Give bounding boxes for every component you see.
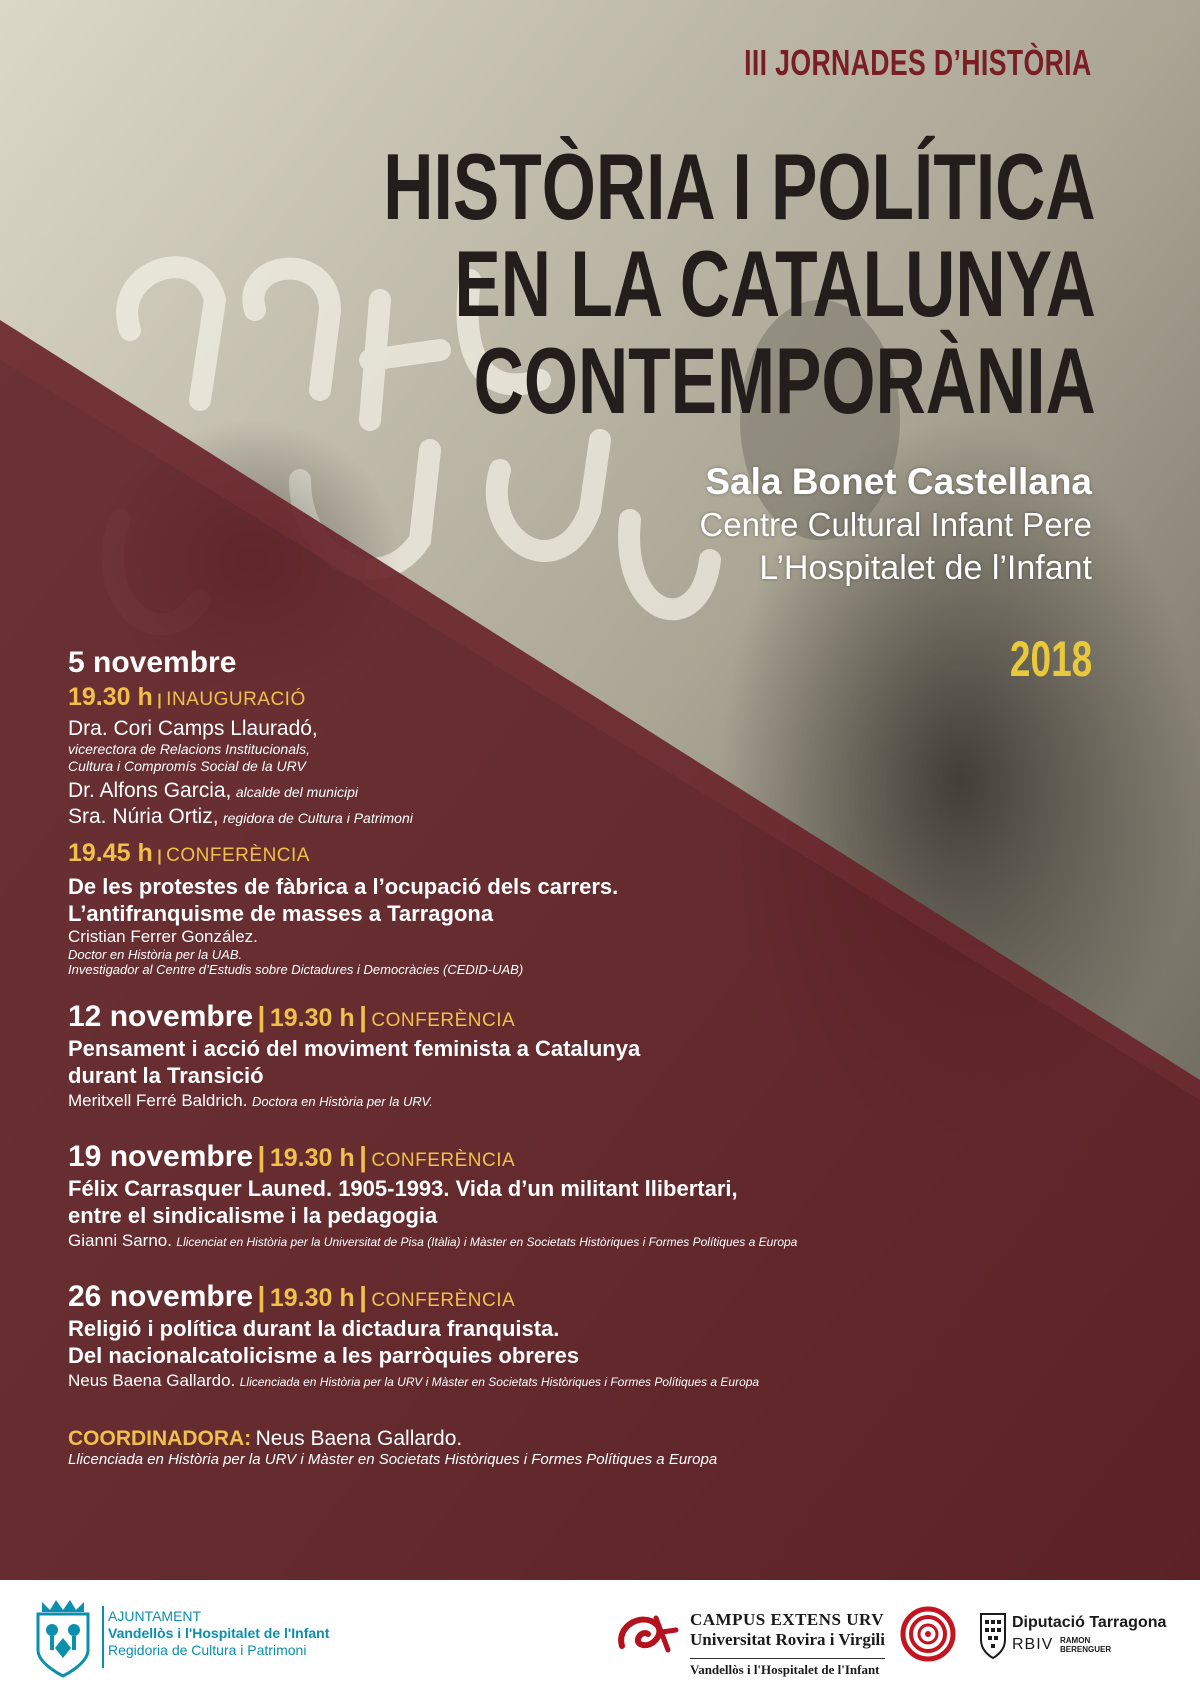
speaker-1-role-b: Cultura i Compromís Social de la URV <box>68 758 306 774</box>
day-4-speaker: Neus Baena Gallardo. <box>68 1371 236 1390</box>
coordinator-label: COORDINADORA: <box>68 1427 252 1450</box>
day-4-title-a: Religió i política durant la dictadura franquista. <box>68 1316 560 1341</box>
coordinator-name: Neus Baena Gallardo. <box>255 1427 463 1450</box>
day-4 <box>68 1279 1108 1393</box>
day-3-speaker-line <box>68 1229 1108 1253</box>
session-1-time: 19.30 h <box>68 683 153 711</box>
day-3-date: 19 novembre <box>68 1140 254 1173</box>
ajuntament-line-1: AJUNTAMENT <box>108 1608 202 1624</box>
day-3 <box>68 1139 1108 1253</box>
day-3-title-a: Félix Carrasquer Launed. 1905-1993. Vida d’un militant llibertari, <box>68 1176 738 1201</box>
day-4-date: 26 novembre <box>68 1280 254 1313</box>
program <box>68 645 1108 1468</box>
session-2-speaker: Cristian Ferrer González. <box>68 927 258 946</box>
main-title <box>133 134 1096 433</box>
ajuntament-line-2: Vandellòs i l'Hospitalet de l'Infant <box>108 1625 330 1641</box>
year: 2018 <box>1009 631 1092 687</box>
speaker-1-name: Dra. Cori Camps Llauradó, <box>68 717 318 740</box>
day-2-title-b: durant la Transició <box>68 1063 264 1088</box>
ajuntament-divider <box>102 1606 104 1668</box>
day-2-speaker-line <box>68 1089 1108 1113</box>
day-3-speaker: Gianni Sarno. <box>68 1231 172 1250</box>
session-2-note-b: Investigador al Centre d’Estudis sobre Dictadures i Democràcies (CEDID-UAB) <box>68 962 524 977</box>
session-2-type: CONFERÈNCIA <box>166 845 310 866</box>
diputacio-sub-small <box>1060 1636 1111 1654</box>
venue-block <box>699 460 1092 590</box>
speaker-2-name: Dr. Alfons Garcia, <box>68 779 232 802</box>
day-3-speaker-note: Llicenciat en Història per la Universitat de Pisa (Itàlia) i Màster en Societats Històriques i Formes Polítiques a Europa <box>176 1235 798 1249</box>
venue-hall: Sala Bonet Castellana <box>705 461 1092 502</box>
diputacio-sub-small-a: RAMON <box>1060 1636 1091 1645</box>
day-4-time: 19.30 h <box>269 1284 355 1312</box>
day-3-header: 19 novembre | 19.30 h | CONFERÈNCIA <box>68 1140 516 1173</box>
day-4-speaker-line <box>68 1369 1108 1393</box>
day-3-title-b: entre el sindicalisme i la pedagogia <box>68 1203 438 1228</box>
session-1-type: INAUGURACIÓ <box>166 689 306 710</box>
day-2-speaker: Meritxell Ferré Baldrich. <box>68 1091 248 1110</box>
ajuntament-text <box>108 1608 329 1659</box>
day-3-type: CONFERÈNCIA <box>371 1150 516 1171</box>
day-2 <box>68 999 1108 1113</box>
title-line-2: EN LA CATALUNYA <box>454 231 1096 336</box>
urv-text <box>690 1610 885 1678</box>
ajuntament-crest-icon <box>30 1592 96 1678</box>
speaker-3-role: regidora de Cultura i Patrimoni <box>222 810 413 826</box>
title-line-1: HISTÒRIA I POLÍTICA <box>383 134 1096 239</box>
day-2-title-a: Pensament i acció del moviment feminista a Catalunya <box>68 1036 641 1061</box>
speaker-2-role: alcalde del municipi <box>235 784 359 800</box>
urv-line-2: Universitat Rovira i Virgili <box>690 1630 886 1649</box>
day-2-speaker-note: Doctora en Història per la URV. <box>251 1094 433 1109</box>
title-line-3: CONTEMPORÀNIA <box>473 328 1096 433</box>
edition-label: III JORNADES D’HISTÒRIA <box>744 42 1092 83</box>
day-2-date: 12 novembre <box>68 1000 254 1033</box>
day-4-header: 26 novembre | 19.30 h | CONFERÈNCIA <box>68 1280 516 1313</box>
speaker-3 <box>68 805 1108 829</box>
session-2-time: 19.45 h <box>68 839 153 867</box>
coordinator-note: Llicenciada en Història per la URV i Màster en Societats Històriques i Formes Polítiques a Europa <box>68 1451 718 1468</box>
day-4-speaker-note: Llicenciada en Història per la URV i Màster en Societats Històriques i Formes Polítiques a Europa <box>239 1375 760 1389</box>
ajuntament-line-3: Regidoria de Cultura i Patrimoni <box>108 1642 307 1658</box>
session-2-title-b: L’antifranquisme de masses a Tarragona <box>68 901 494 926</box>
day-1 <box>68 645 1108 977</box>
urv-logo-icon <box>612 1606 682 1662</box>
day-2-type: CONFERÈNCIA <box>371 1010 516 1031</box>
urv-line-1: CAMPUS EXTENS URV <box>690 1610 884 1629</box>
session-2-note-a: Doctor en Història per la UAB. <box>68 947 243 962</box>
speaker-2 <box>68 779 1108 803</box>
diputacio-sub-small-b: BERENGUER <box>1060 1645 1112 1654</box>
day-1-date: 5 novembre <box>68 646 237 679</box>
day-2-time: 19.30 h <box>269 1004 355 1032</box>
urv-line-3: Vandellòs i l'Hospitalet de l'Infant <box>690 1658 885 1678</box>
session-2-header: 19.45 h | CONFERÈNCIA <box>68 839 310 867</box>
day-4-type: CONFERÈNCIA <box>371 1290 516 1311</box>
session-1-header: 19.30 h | INAUGURACIÓ <box>68 683 306 711</box>
campus-spiral-icon <box>900 1606 956 1662</box>
session-2-title-a: De les protestes de fàbrica a l’ocupació dels carrers. <box>68 874 619 899</box>
sponsor-footer <box>0 1580 1200 1688</box>
day-4-title-b: Del nacionalcatolicisme a les parròquies obreres <box>68 1343 580 1368</box>
coordinator <box>68 1427 1108 1468</box>
diputacio-crest-icon <box>978 1610 1008 1662</box>
venue-town: L’Hospitalet de l’Infant <box>759 549 1092 587</box>
day-3-time: 19.30 h <box>269 1144 355 1172</box>
diputacio-name: Diputació Tarragona <box>1012 1614 1167 1631</box>
day-2-header: 12 novembre | 19.30 h | CONFERÈNCIA <box>68 1000 516 1033</box>
diputacio-sub: RBIV <box>1012 1636 1054 1653</box>
speaker-1-role-a: vicerectora de Relacions Institucionals, <box>68 741 311 757</box>
speaker-3-name: Sra. Núria Ortiz, <box>68 805 219 828</box>
venue-center: Centre Cultural Infant Pere <box>699 506 1092 543</box>
